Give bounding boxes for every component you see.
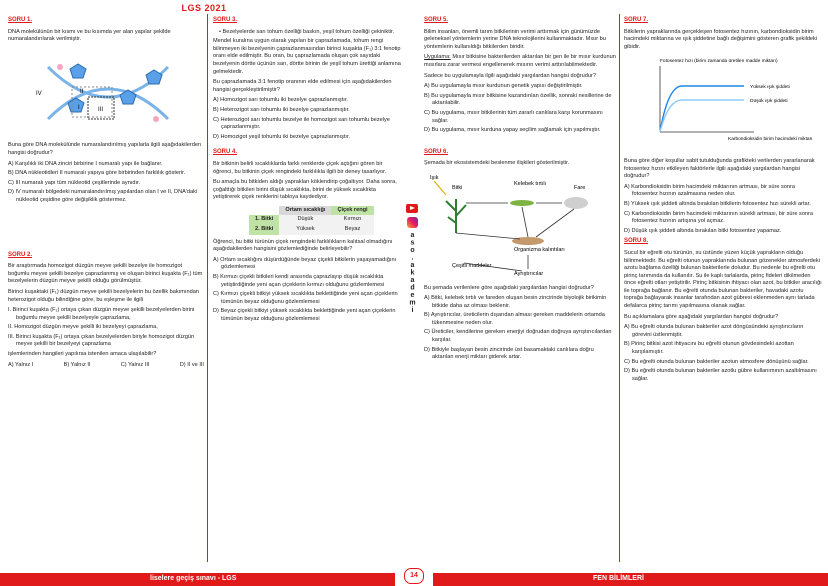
question-1-question: Buna göre DNA molekülünde numaralandırılmış yapılarla ilgili aşağıdakilerden hangisi doğrudur? <box>8 142 202 156</box>
q4-option-c[interactable]: C) Kırmızı çiçekli bitkiyi yüksek sıcaklıkta beklettiğinde yeni açan çiçeklerin tümünün beyaz olduğunu gözlemlemesi <box>213 291 398 305</box>
footer-right-bar <box>433 573 828 586</box>
page-number: 14 <box>404 568 424 584</box>
plant-label: Bitki <box>452 184 463 191</box>
decomposer-label: Ayrıştırıcılar <box>514 270 544 277</box>
column-divider-2 <box>619 14 620 562</box>
series-low-light <box>660 100 744 132</box>
question-6-heading: SORU 6. <box>424 148 449 155</box>
footer-right-text: FEN BİLİMLERİ <box>593 575 644 582</box>
footer <box>0 570 828 586</box>
question-1-heading: SORU 1. <box>8 17 33 23</box>
question-3-text: Mendel kuralına uygun olarak yapılan bir çaprazlamada, tohum rengi bilinmeyen iki bezelyenin çaprazlanmasından birinci kuşakta (F₁) 3:1 fenotip oranı elde edilmiştir. Bu oran, bu çaprazlamada oluşan çok sayıdaki bezelyenin dörtte üçünün sarı, dörtte birinin de yeşil tohum ürettiği anlamına gelmektedir. <box>213 38 401 75</box>
table-header-color: Çiçek rengi <box>331 206 373 216</box>
q8-option-b[interactable]: B) Pirinç bitkisi azot ihtiyacını bu eğrelti otunun gövdesindeki azottan karşılamıştır. <box>624 341 794 356</box>
food-web-diagram <box>424 171 616 281</box>
question-2-text-2: Birinci kuşaktaki (F₁) düzgün meyve şekilli bezelyelerin bu özellik bakımından heterozigot olduğu bilindiğine göre, bu eşleşme ile ilgili <box>8 288 199 303</box>
question-6-question: Bu şemada verilenlere göre aşağıdaki yargılardan hangisi doğrudur? <box>424 284 594 291</box>
q3-option-b[interactable]: B) Heterozigot sarı tohumlu iki bezelye çaprazlanmıştır. <box>213 106 350 113</box>
q2-item-1: I. Birinci kuşakta (F₁) ortaya çıkan düzgün meyve şekilli bezelyelerden birini boğumlu meyve şekilli bezelyeyle çaprazlama, <box>8 307 195 321</box>
table-cell: Kırmızı <box>331 215 373 225</box>
light-label: Işık <box>430 174 439 181</box>
q4-option-b[interactable]: B) Kırmızı çiçekli bitkileri kendi arasında çaprazlayıp düşük sıcaklıkta yetiştirdiğinde yeni açan çiçeklerin kırmızı olduğunu gözlemlemesi <box>213 274 385 288</box>
mouse-label: Fare <box>574 184 586 191</box>
question-7-text: Bitkilerin yapraklarında gerçekleşen fotosentez hızının, karbondioksidin birim hacimdeki miktarına ve ışık şiddetine bağlı değişimini gösteren grafik şekildeki gibidir. <box>624 28 818 50</box>
table-cell: Beyaz <box>331 225 373 235</box>
question-4-text-2: Bu amaçla bu bitkiden aldığı yaprakları köklendirip çoğaltıyor. Daha sonra, çoğalttığı bitkileri birini düşük sıcaklıkta, birini de yüksek sıcaklıkta yetiştirerek çiçek renklerini tabloya kaydediyor. <box>213 179 397 201</box>
page-title: LGS 2021 <box>181 3 227 13</box>
question-7-question: Buna göre diğer koşullar sabit tutulduğunda grafikteki verilerden yararlanarak fotosentez hızını etkileyen faktörlerle ilgili aşağıdaki yargılardan hangisi doğrudur? <box>624 157 815 180</box>
table-header-temp: Ortam sıcaklığı <box>279 206 331 216</box>
q5-option-c[interactable]: C) Bu uygulama, mısır bitkilerinin tüm zararlı canlılara karşı korunmasını sağlar. <box>424 109 603 124</box>
q6-option-b[interactable]: B) Ayrıştırıcılar, üreticilerin dışarıdan alması gereken maddelerin ortamda tükenmesine neden olur. <box>424 312 605 326</box>
table-cell: Yüksek <box>279 225 331 235</box>
question-3-question: Bu çaprazlamada 3:1 fenotip oranının elde edilmesi için aşağıdakilerden hangisi gerçekleştirilmiştir? <box>213 79 392 93</box>
q4-option-d[interactable]: D) Beyaz çiçekli bitkiyi yüksek sıcaklıkta beklettiğinde yeni açan çiçeklerin tümünün beyaz olduğunu gözlemlemesi <box>213 308 396 322</box>
question-5-heading: SORU 5. <box>424 17 449 23</box>
flower-table <box>249 206 374 235</box>
legend-low: Düşük ışık şiddeti <box>750 99 788 105</box>
waste-label: Çeşitli maddeler <box>452 262 492 269</box>
q6-option-c[interactable]: C) Üreticiler, kendilerine gereken enerjiyi doğrudan doğruya ayrıştırıcılardan karşılar. <box>424 329 612 344</box>
q5-option-a[interactable]: A) Bu uygulamayla mısır kurdunun genetik yapısı değiştirilmiştir. <box>424 83 583 90</box>
dna-label-ii: II <box>80 88 84 95</box>
column-4 <box>624 14 822 385</box>
q4-option-a[interactable]: A) Ortam sıcaklığını düşürdüğünde beyaz çiçekli bitkilerin yaşayamadığını gözlemlemesi <box>213 256 397 271</box>
remains-label: Organizma kalıntıları <box>514 246 565 253</box>
chart-ylabel: Fotosentez hızı (birim zamanda üretilen madde miktarı) <box>660 59 778 65</box>
question-4-text: Bir bitkinin belirli sıcaklıklarda farklı renklerde çiçek açtığını gören bir öğrenci, bu bitkinin çiçek rengindeki farklılıkla ilgili bir deney tasarlıyor. <box>213 160 387 175</box>
q8-option-a[interactable]: A) Bu eğrelti otunda bulunan bakteriler azot döngüsündeki ayrıştırıcıların görevini üstlenmiştir. <box>624 324 804 338</box>
table-cell: Düşük <box>279 215 331 225</box>
q7-option-d[interactable]: D) Düşük ışık şiddeti altında bırakılan bitki fotosentez yapamaz. <box>624 227 782 234</box>
caterpillar-icon <box>510 200 534 206</box>
q3-option-d[interactable]: D) Homozigot yeşil tohumlu iki bezelye çaprazlanmıştır. <box>213 133 351 140</box>
q2-item-2: II. Homozigot düzgün meyve şekilli iki bezelyeyi çaprazlama, <box>8 324 158 331</box>
question-7-heading: SORU 7. <box>624 17 649 23</box>
q1-option-d[interactable]: D) IV numaralı bölgedeki numaralandırılmış yapılardan olan I ve II, DNA'daki nükleotid çeşidine göre değişiklik göstermez. <box>8 189 198 203</box>
q2-option-a[interactable]: A) Yalnız I <box>8 361 34 368</box>
q7-option-c[interactable]: C) Karbondioksidin birim hacimdeki miktarının sürekli artması, bir süre sonra fotosentez hızının artışına yol açmaz. <box>624 210 814 225</box>
q8-option-d[interactable]: D) Bu eğrelti otunda bulunan bakteriler azotlu gübre kullanımının azaltılmasını sağlar. <box>624 368 817 382</box>
question-5-application: Uygulama: Mısır bitkisine bakterilerden aktarılan bir gen ile bir mısır kurdunun mısırlara zarar vermesi engellenerek mısırın verimi arttırılabilmektedir. <box>424 54 616 68</box>
q7-option-a[interactable]: A) Karbondioksidin birim hacimdeki miktarının artması, bir süre sonra fotosentez hızının azalmasına neden olur. <box>624 183 795 198</box>
question-1-text: DNA molekülünün bir kısmı ve bu kısımda yer alan yapılar şekilde numaralandırılarak verilmiştir. <box>8 28 171 43</box>
question-2-heading: SORU 2. <box>8 251 33 258</box>
table-row <box>249 225 374 235</box>
social-sidebar <box>403 188 421 318</box>
plant-icon <box>446 199 466 233</box>
q1-option-a[interactable]: A) Karşılıklı iki DNA zinciri birbirine I numaralı yapı ile bağlanır. <box>8 160 163 167</box>
q2-option-b[interactable]: B) Yalnız II <box>63 361 91 368</box>
column-2 <box>213 14 401 326</box>
q2-option-d[interactable]: D) II ve III <box>179 361 204 368</box>
q5-option-b[interactable]: B) Bu uygulamayla mısır bitkisine kazandırılan özellik, sonraki nesillerine de aktarılabilir. <box>424 92 612 107</box>
caterpillar-label: Kelebek tırtılı <box>514 180 547 187</box>
question-8-heading: SORU 8. <box>624 238 649 245</box>
brand-vertical-text: aso.akademi <box>409 232 416 315</box>
q6-option-a[interactable]: A) Bitki, kelebek tırtılı ve fareden oluşan besin zincirinde biyolojik birikimin bitkide daha az olması beklenir. <box>424 295 607 309</box>
question-2-question: işlemlerinden hangileri yapılırsa istenilen amaca ulaşılabilir? <box>8 351 157 358</box>
dna-diagram <box>8 47 204 139</box>
mouse-icon <box>564 197 588 209</box>
q3-option-a[interactable]: A) Homozigot sarı tohumlu iki bezelye çaprazlanmıştır. <box>213 97 348 104</box>
q6-option-d[interactable]: D) Bitkiyle başlayan besin zincirinde üst basamaktaki canlılara doğru aktarılan enerji miktarı giderek artar. <box>424 346 594 361</box>
question-5-question: Sadece bu uygulamayla ilgili aşağıdaki yargılardan hangisi doğrudur? <box>424 72 596 79</box>
column-3 <box>424 14 616 364</box>
q2-item-3: III. Birinci kuşakta (F₁) ortaya çıkan bezelyelerden biriyle homozigot düzgün meyve şekilli bir bezelyeyi çaprazlama <box>8 333 195 348</box>
q1-option-b[interactable]: B) DNA nükleotidleri II numaralı yapıya göre birbirinden farklılık gösterir. <box>8 170 186 177</box>
dna-label-iii: III <box>98 106 104 113</box>
photosynthesis-chart <box>624 54 822 154</box>
question-3-heading: SORU 3. <box>213 17 238 23</box>
q1-option-c[interactable]: C) III numaralı yapı tüm nükleotid çeşitlerinde aynıdır. <box>8 179 141 186</box>
dna-label-i: I <box>78 104 80 111</box>
table-cell: 2. Bitki <box>249 225 279 235</box>
footer-left-text: liselere geçiş sınavı - LGS <box>150 575 237 582</box>
youtube-icon[interactable] <box>406 204 418 213</box>
q5-option-d[interactable]: D) Bu uygulama, mısır kurduna yapay seçilim sağlamak için yapılmıştır. <box>424 127 601 134</box>
question-8-question: Bu açıklamalara göre aşağıdaki yargılardan hangisi doğrudur? <box>624 313 779 320</box>
q7-option-b[interactable]: B) Yüksek ışık şiddeti altında bırakılan bitkilerin fotosentez hızı sürekli artar. <box>624 200 811 207</box>
table-row <box>249 215 374 225</box>
question-5-text: Bilim insanları, önemli tarım bitkilerinin verimi arttırmak için günümüzde geleneksel yöntemlerin yerine DNA teknolojilerini kullanmaktadır. Mısır bu yöntemlerin kullanıldığı bitkilerden biridir. <box>424 28 606 50</box>
question-8-text: Sucul bir eğrelti otu türünün, su üstünde yüzen küçük yaprakların olduğu bilinmektedir. Bu eğrelti otunun yapraklarında bulunan gözenekler atmosferdeki azotu bağlama özelliği bulunan bakterilerle doludur. Bu nedenle bu eğrelti otu pirinç tarımında da kullanılır. Su ile kaplı tarlalarda, pirinç fideleri dikilmeden önce eğrelti otları yetiştirilir. Pirinç bitkisinin ihtiyacı olan azot, bu bitkiler aracılığı ile toprağa bağlanır. Bu eğrelti otunda bulunan bakteriler, havadaki azotu toprağa bağlayarak insanlar tarafından azot gübresi eklenmeden aynı tarlada defalarca pirinç tarımı yapılmasına olanak sağlar. <box>624 249 822 310</box>
instagram-icon[interactable] <box>407 217 418 228</box>
chart-xlabel: Karbondioksidin birim hacimdeki miktarı <box>728 137 813 143</box>
column-divider-1 <box>207 14 208 562</box>
series-high-light <box>660 86 744 132</box>
q3-option-c[interactable]: C) Heterozigot sarı tohumlu bezelye ile homozigot sarı tohumlu bezelye çaprazlanmıştır. <box>213 116 390 131</box>
dna-label-iv: IV <box>36 90 42 97</box>
question-4-question: Öğrenci, bu bitki türünün çiçek rengindeki farklılıkların kalıtsal olmadığını aşağıdakilerden hangisini gözlemlediğinde belirleyebilir? <box>213 238 393 253</box>
table-cell: 1. Bitki <box>249 215 279 225</box>
footer-left-bar <box>0 573 395 586</box>
question-6-text: Şemada bir ekosistemdeki beslenme ilişkileri gösterilmiştir. <box>424 160 570 167</box>
table-header-empty <box>249 206 279 216</box>
question-2-text-1: Bir araştırmada homozigot düzgün meyve şekilli bezelye ile homozigot boğumlu meyve şekilli bezelye çaprazlanmış ve oluşan birinci kuşakta (F₁) tüm bezelyelerin düzgün meyve şekilli olduğu görülmüştür. <box>8 263 203 285</box>
legend-high: Yüksek ışık şiddeti <box>750 85 790 91</box>
column-1 <box>8 14 204 369</box>
q8-option-c[interactable]: C) Bu eğrelti otunda bulunan bakteriler azotun atmosfere dönüşünü sağlar. <box>624 358 809 365</box>
q2-option-c[interactable]: C) Yalnız III <box>120 361 150 368</box>
question-4-heading: SORU 4. <box>213 149 238 156</box>
q3-bullet: • Bezelyelerde sarı tohum özelliği baskın, yeşil tohum özelliği çekiniktir. <box>219 28 395 35</box>
